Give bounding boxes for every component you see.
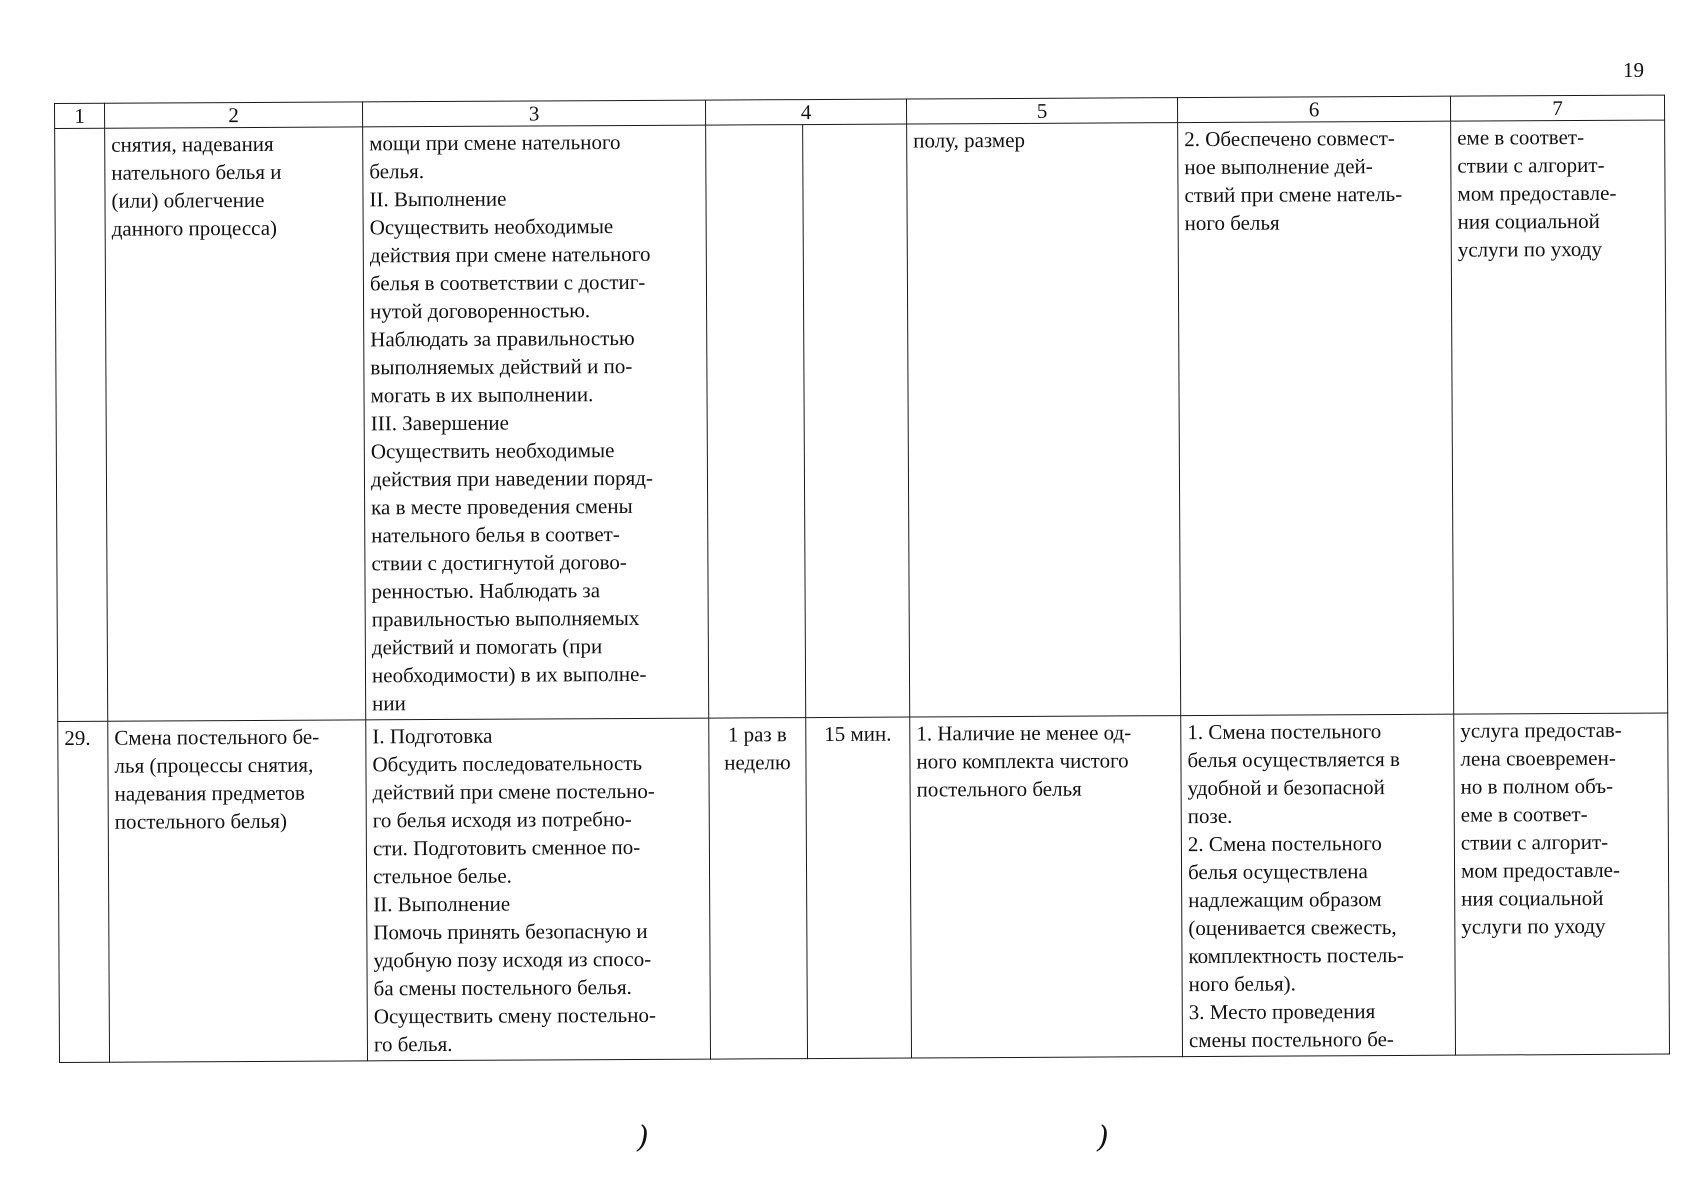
scan-mark: ) (637, 1120, 649, 1155)
service-description-cell (363, 125, 709, 720)
requirements-cell (910, 716, 1183, 1058)
service-description-cell (366, 718, 711, 1061)
duration-cell (803, 124, 910, 718)
page-number: 19 (1623, 58, 1644, 82)
service-description: мощи при смене нательного белья. II. Выполнение Осуществить необходимые действия при смене нательного белья в соответствии с достиг- нутой договоренностью. Наблюдать за правильностью выполняемых действий и по- могать в их выполнении. III. Завершение Осуществить необходимые действия при наведении поряд- ка в месте проведения смены нательного белья в соответ- ствии с достигнутой догово- ренностью. Наблюдать за правильностью выполняемых действий и помогать (при необходимости) в их выполне- нии (369, 130, 654, 716)
indicators-cell (1178, 121, 1454, 715)
service-name-cell (108, 720, 368, 1062)
quality-indicators: 2. Обеспечено совмест- ное выполнение дей- ствий при смене натель- ного белья (1184, 125, 1403, 236)
row-number: 29. (64, 725, 91, 750)
header-col-6: 6 (1177, 96, 1450, 122)
quality-indicators: 1. Смена постельного белья осуществляется в удобной и безопасной позе. 2. Смена постельного белья осуществлена надлежащим образом (оценивается свежесть, комплектность постель- ного белья). 3. Место проведения смены постельного бе- (1187, 719, 1404, 1053)
frequency-cell (706, 125, 806, 718)
service-name-cell (105, 127, 366, 721)
table-row (58, 713, 1670, 1062)
frequency-cell (709, 718, 808, 1060)
service-description: I. Подготовка Обсудить последовательность действий при смене постельно- го белья исходя из потребно- сти. Подготовить сменное по- стельное белье. II. Выполнение Помочь принять безопасную и удобную позу исходя из спосо- ба смены постельного белья. Осуществить смену постельно- го белья. (372, 723, 657, 1057)
frequency: 1 раз в неделю (724, 722, 791, 775)
requirements: 1. Наличие не менее од- ного комплекта чистого постельного белья (916, 720, 1132, 802)
indicators-cell (1181, 714, 1456, 1056)
evaluation: еме в соответ- ствии с алгорит- мом предоставле- ния социальной услуги по уходу (1457, 124, 1617, 262)
row-number-cell (58, 721, 110, 1062)
table-row (55, 120, 1668, 721)
requirements: полу, размер (913, 127, 1026, 153)
row-number-cell (55, 128, 108, 721)
header-col-2: 2 (105, 102, 363, 128)
requirements-cell (907, 123, 1181, 717)
evaluation-cell (1451, 120, 1668, 714)
evaluation: услуга предостав- лена своевремен- но в полном объ- еме в соответ- ствии с алгорит- мом предоставле- ния социальной услуги по уходу (1460, 717, 1622, 939)
services-table (54, 95, 1670, 1063)
duration-cell (806, 717, 912, 1059)
duration: 15 мин. (824, 721, 892, 746)
evaluation-cell (1454, 713, 1670, 1055)
header-col-7: 7 (1450, 95, 1664, 121)
header-col-1: 1 (55, 103, 105, 128)
scan-mark: ) (1097, 1120, 1109, 1155)
service-name: Смена постельного бе- лья (процессы снятия, надевания предметов постельного белья) (114, 724, 320, 834)
header-col-3: 3 (362, 100, 705, 127)
header-col-5: 5 (906, 98, 1177, 124)
service-name: снятия, надевания нательного белья и (или) облегчение данного процесса) (111, 131, 282, 241)
header-col-4: 4 (705, 99, 906, 125)
